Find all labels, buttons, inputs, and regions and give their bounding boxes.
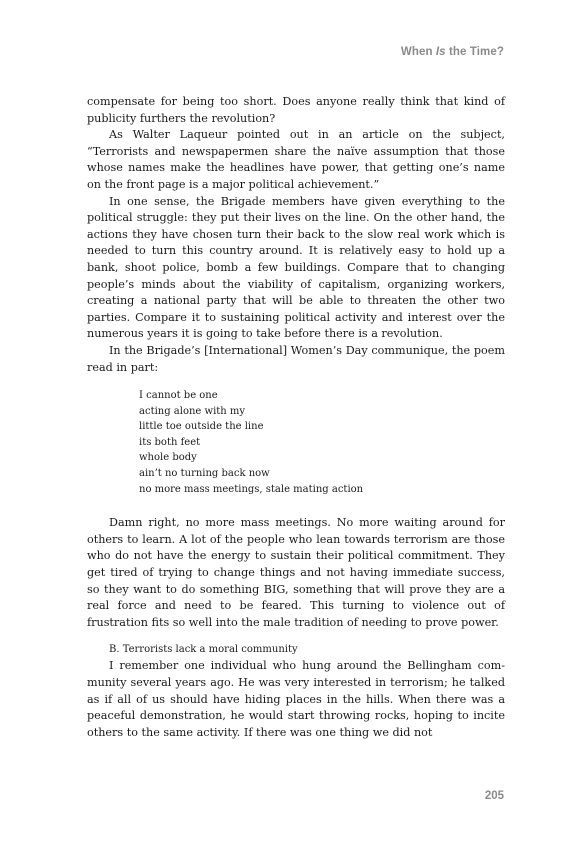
section-subhead: B. Terrorists lack a moral community [109, 644, 298, 656]
poem-line: little toe outside the line [139, 421, 264, 433]
paragraph-5: Damn right, no more mass meetings. No more waiting around for others to learn. A lot of the people who lean towards terrorism are those who do not have the energy to sustain their political commitment. They get tired of trying to change things and not having immediate success, so they want to do something BIG, something that will prove they are a real force and need to be feared. This turning to violence out of frustration fits so well into the male tradition of needing to prove power. [87, 516, 505, 629]
paragraph-1: compensate for being too short. Does anyone really think that kind of publicity furthers the revolution? [87, 95, 505, 125]
poem-line: I cannot be one [139, 390, 218, 402]
page-number: 205 [484, 790, 504, 802]
poem-line: acting alone with my [139, 405, 246, 417]
poem-line: no more mass meetings, stale mating action [139, 483, 364, 495]
running-head-post: the Time? [445, 46, 504, 58]
running-head-italic: Is [435, 46, 446, 58]
paragraph-2: As Walter Laqueur pointed out in an article on the subject, “Terrorists and newspapermen share the naïve assumption that those whose names make the headlines have power, that getting one’s name on the front page is a major political achievement.” [87, 128, 505, 191]
paragraph-3: In one sense, the Brigade members have given everything to the political struggle: they put their lives on the line. On the other hand, the actions they have chosen turn their back to the slow real work which is needed to turn this country around. It is relatively easy to hold up a bank, shoot police, bomb a few buildings. Compare that to changing people’s minds about the viability of capitalism, organizing workers, creating a national party that will be able to threaten the other two parties. Compare it to sustaining political activity and interest over the numerous years it is going to take before there is a revolution. [87, 194, 505, 341]
running-head [401, 46, 504, 58]
poem-line: ain’t no turning back now [139, 468, 270, 480]
poem-block [139, 388, 505, 497]
body-text [87, 94, 505, 741]
paragraph-6: I remember one individual who hung around the Bellingham community several years ago. He was very interested in terrorism; he talked as if all of us should have hiding places in the hills. When there was a peaceful demonstration, he would start throwing rocks, hoping to incite others to the same activity. If there was one thing we did not [87, 659, 505, 739]
poem-line: its both feet [139, 436, 201, 448]
poem-line: whole body [139, 452, 197, 464]
running-head-pre: When [400, 46, 436, 58]
paragraph-4: In the Brigade’s [International] Women’s Day communique, the poem read in part: [87, 343, 505, 374]
